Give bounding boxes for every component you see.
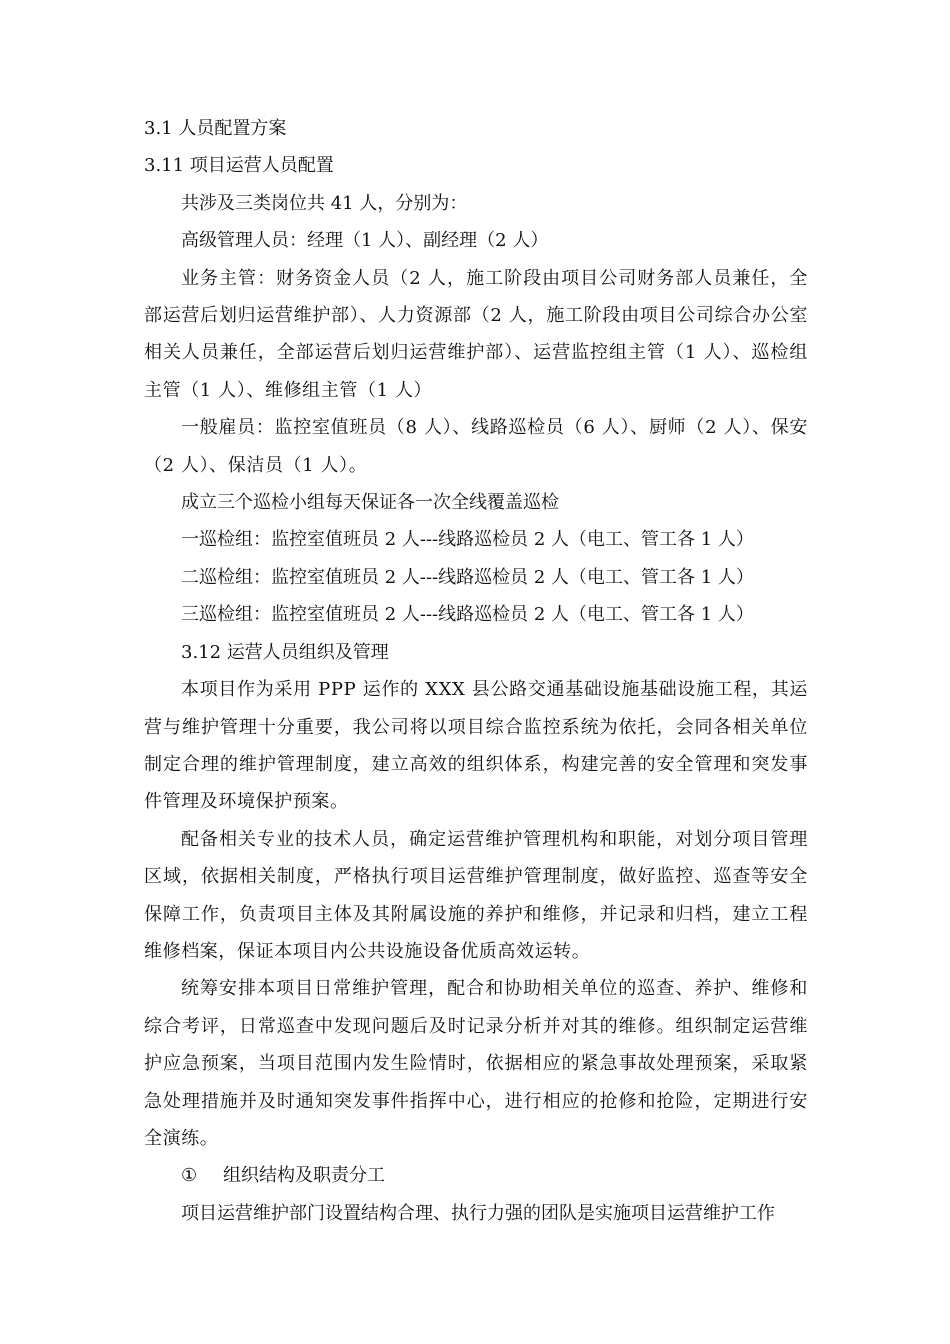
- patrol-group-3: 三巡检组：监控室值班员 2 人---线路巡检员 2 人（电工、管工各 1 人）: [181, 604, 754, 626]
- org-structure-heading-text: 组织结构及职责分工: [223, 1165, 385, 1187]
- staff-intro: 共涉及三类岗位共 41 人，分别为：: [181, 192, 468, 214]
- section-heading-3-12: 3.12 运营人员组织及管理: [181, 641, 389, 663]
- senior-management: 高级管理人员：经理（1 人）、副经理（2 人）: [181, 230, 549, 252]
- section-heading-3-1: 3.1 人员配置方案: [144, 118, 287, 139]
- operations-paragraph-1: 本项目作为采用 PPP 运作的 XXX 县公路交通基础设施基础设施工程，其运营与维护管理十分重要，我公司将以项目综合监控系统为依托，会同各相关单位制定合理的维护管理制度，建立高效的组织体系，构建完善的安全管理和突发事件管理及环境保护预案。: [144, 679, 808, 813]
- section-heading-3-11: 3.11 项目运营人员配置: [144, 155, 334, 177]
- document-body: [144, 110, 808, 1232]
- patrol-group-1: 一巡检组：监控室值班员 2 人---线路巡检员 2 人（电工、管工各 1 人）: [181, 529, 754, 551]
- operations-paragraph-4: 项目运营维护部门设置结构合理、执行力强的团队是实施项目运营维护工作: [181, 1202, 775, 1224]
- general-staff-paragraph: 一般雇员：监控室值班员（8 人）、线路巡检员（6 人）、厨师（2 人）、保安（2 人）、保洁员（1 人）。: [144, 417, 808, 476]
- operations-paragraph-2: 配备相关专业的技术人员，确定运营维护管理机构和职能，对划分项目管理区域，依据相关制度，严格执行项目运营维护管理制度，做好监控、巡查等安全保障工作，负责项目主体及其附属设施的养护和维修，并记录和归档，建立工程维修档案，保证本项目内公共设施设备优质高效运转。: [144, 828, 808, 962]
- circled-number-marker: ①: [181, 1165, 198, 1187]
- operations-paragraph-3: 统筹安排本项目日常维护管理，配合和协助相关单位的巡查、养护、维修和综合考评，日常巡查中发现问题后及时记录分析并对其的维修。组织制定运营维护应急预案，当项目范围内发生险情时，依据相应的紧急事故处理预案，采取紧急处理措施并及时通知突发事件指挥中心，进行相应的抢修和抢险，定期进行安全演练。: [144, 978, 808, 1149]
- business-supervisors-paragraph: 业务主管：财务资金人员（2 人，施工阶段由项目公司财务部人员兼任，全部运营后划归运营维护部）、人力资源部（2 人，施工阶段由项目公司综合办公室相关人员兼任，全部运营后划归运营维护部）、运营监控组主管（1 人）、巡检组主管（1 人）、维修组主管（1 人）: [144, 267, 808, 401]
- org-structure-heading: [144, 1157, 808, 1194]
- patrol-intro: 成立三个巡检小组每天保证各一次全线覆盖巡检: [181, 492, 559, 514]
- patrol-group-2: 二巡检组：监控室值班员 2 人---线路巡检员 2 人（电工、管工各 1 人）: [181, 566, 754, 588]
